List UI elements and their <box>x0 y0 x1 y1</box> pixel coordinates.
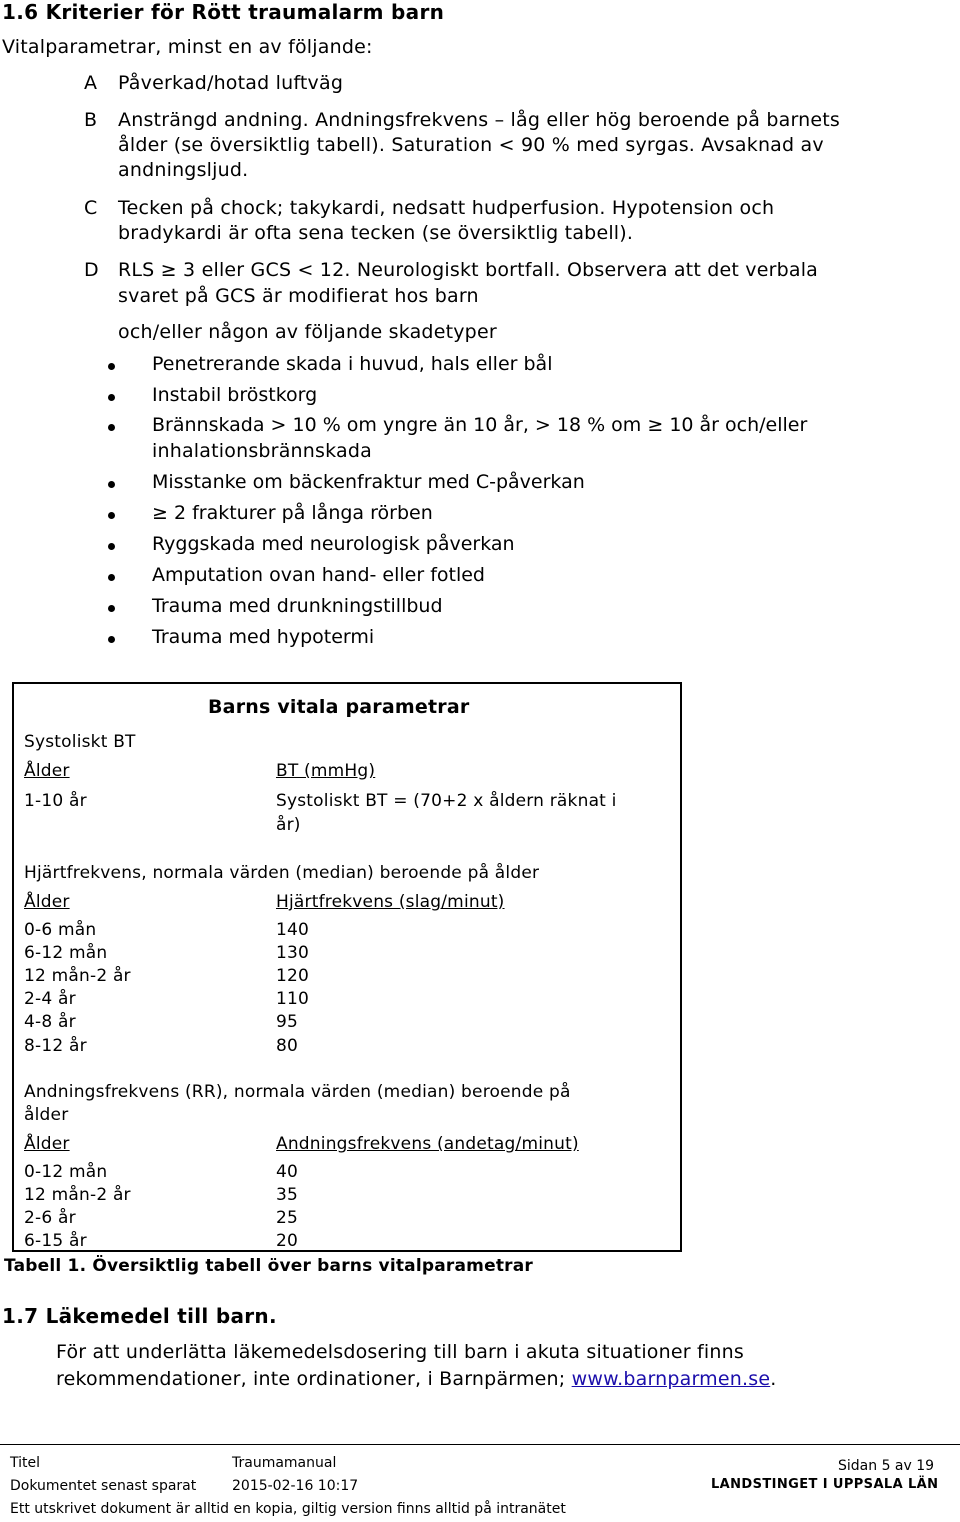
table-cell: 12 mån-2 år <box>24 966 131 986</box>
table-cell: 1-10 år <box>24 791 87 811</box>
footer-label: Titel <box>10 1455 41 1471</box>
table-cell: 80 <box>276 1036 299 1056</box>
bullet-icon <box>108 605 115 612</box>
table-cell: 40 <box>276 1162 299 1182</box>
footer-value: 2015-02-16 10:17 <box>232 1478 359 1494</box>
item-letter: B <box>84 109 98 131</box>
hr-heading: Hjärtfrekvens, normala värden (median) beroende på ålder <box>24 863 540 883</box>
list-item-text: ≥ 2 frakturer på långa rörben <box>152 502 433 524</box>
bullet-icon <box>108 636 115 643</box>
section-text <box>56 1368 776 1390</box>
list-item-text: Brännskada > 10 % om yngre än 10 år, > 18 % om ≥ 10 år och/eller <box>152 414 808 436</box>
table-cell: 8-12 år <box>24 1036 87 1056</box>
section-text-suffix: . <box>770 1368 777 1390</box>
list-item-text: Ryggskada med neurologisk påverkan <box>152 533 515 555</box>
item-text: ålder (se översiktlig tabell). Saturation < 90 % med syrgas. Avsaknad av <box>118 134 824 156</box>
footer-divider <box>0 1444 960 1445</box>
table-title: Barns vitala parametrar <box>208 696 470 718</box>
table-cell: 4-8 år <box>24 1012 76 1032</box>
column-header: Ålder <box>24 892 70 912</box>
column-header: Ålder <box>24 761 70 781</box>
list-item-text: Trauma med drunkningstillbud <box>152 595 443 617</box>
barnparmen-link[interactable]: www.barnparmen.se <box>571 1368 771 1390</box>
section-text-prefix: rekommendationer, inte ordinationer, i Barnpärmen; <box>56 1368 572 1390</box>
item-text: svaret på GCS är modifierat hos barn <box>118 285 479 307</box>
table-cell: 2-6 år <box>24 1208 76 1228</box>
item-text: Tecken på chock; takykardi, nedsatt hudperfusion. Hypotension och <box>118 197 775 219</box>
table-caption: Tabell 1. Översiktlig tabell över barns vitalparametrar <box>4 1256 533 1276</box>
item-letter: D <box>84 259 99 281</box>
bullet-icon <box>108 424 115 431</box>
table-cell: Systoliskt BT = (70+2 x åldern räknat i <box>276 791 617 811</box>
footer-label: Dokumentet senast sparat <box>10 1478 197 1494</box>
org-name: LANDSTINGET I UPPSALA LÄN <box>711 1477 939 1492</box>
table-cell: 35 <box>276 1185 299 1205</box>
list-item-text: Trauma med hypotermi <box>152 626 375 648</box>
footer-disclaimer: Ett utskrivet dokument är alltid en kopia, giltig version finns alltid på intranätet <box>10 1501 566 1517</box>
table-cell: 0-12 mån <box>24 1162 108 1182</box>
item-text: Påverkad/hotad luftväg <box>118 72 344 94</box>
item-letter: A <box>84 72 98 94</box>
bp-heading: Systoliskt BT <box>24 732 136 752</box>
footer-value: Traumamanual <box>232 1455 337 1471</box>
rr-heading: ålder <box>24 1105 69 1125</box>
bullet-icon <box>108 512 115 519</box>
column-header: Hjärtfrekvens (slag/minut) <box>276 892 505 912</box>
section-heading: 1.6 Kriterier för Rött traumalarm barn <box>2 0 445 24</box>
bullet-icon <box>108 574 115 581</box>
item-text: RLS ≥ 3 eller GCS < 12. Neurologiskt bortfall. Observera att det verbala <box>118 259 819 281</box>
table-cell: 6-15 år <box>24 1231 87 1251</box>
table-cell: 130 <box>276 943 310 963</box>
item-text: bradykardi är ofta sena tecken (se översiktlig tabell). <box>118 222 634 244</box>
table-cell: 140 <box>276 920 310 940</box>
column-header: BT (mmHg) <box>276 761 376 781</box>
item-letter: C <box>84 197 98 219</box>
table-cell: 6-12 mån <box>24 943 108 963</box>
item-text: Ansträngd andning. Andningsfrekvens – låg eller hög beroende på barnets <box>118 109 841 131</box>
bullet-icon <box>108 394 115 401</box>
or-text: och/eller någon av följande skadetyper <box>118 321 497 343</box>
bullet-icon <box>108 363 115 370</box>
table-cell: 120 <box>276 966 310 986</box>
rr-heading: Andningsfrekvens (RR), normala värden (median) beroende på <box>24 1082 571 1102</box>
column-header: Andningsfrekvens (andetag/minut) <box>276 1134 579 1154</box>
table-cell: 2-4 år <box>24 989 76 1009</box>
table-cell: 20 <box>276 1231 299 1251</box>
table-cell: 95 <box>276 1012 299 1032</box>
list-item-text: Penetrerande skada i huvud, hals eller bål <box>152 353 553 375</box>
page-number: Sidan 5 av 19 <box>838 1458 935 1474</box>
section-intro: Vitalparametrar, minst en av följande: <box>2 36 373 58</box>
list-item-continuation: inhalationsbrännskada <box>152 440 372 462</box>
table-cell: 0-6 mån <box>24 920 97 940</box>
bullet-icon <box>108 481 115 488</box>
item-text: andningsljud. <box>118 159 249 181</box>
table-cell: 25 <box>276 1208 299 1228</box>
table-cell: 12 mån-2 år <box>24 1185 131 1205</box>
list-item-text: Instabil bröstkorg <box>152 384 318 406</box>
list-item-text: Misstanke om bäckenfraktur med C-påverkan <box>152 471 585 493</box>
list-item-text: Amputation ovan hand- eller fotled <box>152 564 485 586</box>
section-heading: 1.7 Läkemedel till barn. <box>2 1304 277 1328</box>
bullet-icon <box>108 543 115 550</box>
table-cell: år) <box>276 815 301 835</box>
column-header: Ålder <box>24 1134 70 1154</box>
table-cell: 110 <box>276 989 310 1009</box>
section-text: För att underlätta läkemedelsdosering till barn i akuta situationer finns <box>56 1341 744 1363</box>
